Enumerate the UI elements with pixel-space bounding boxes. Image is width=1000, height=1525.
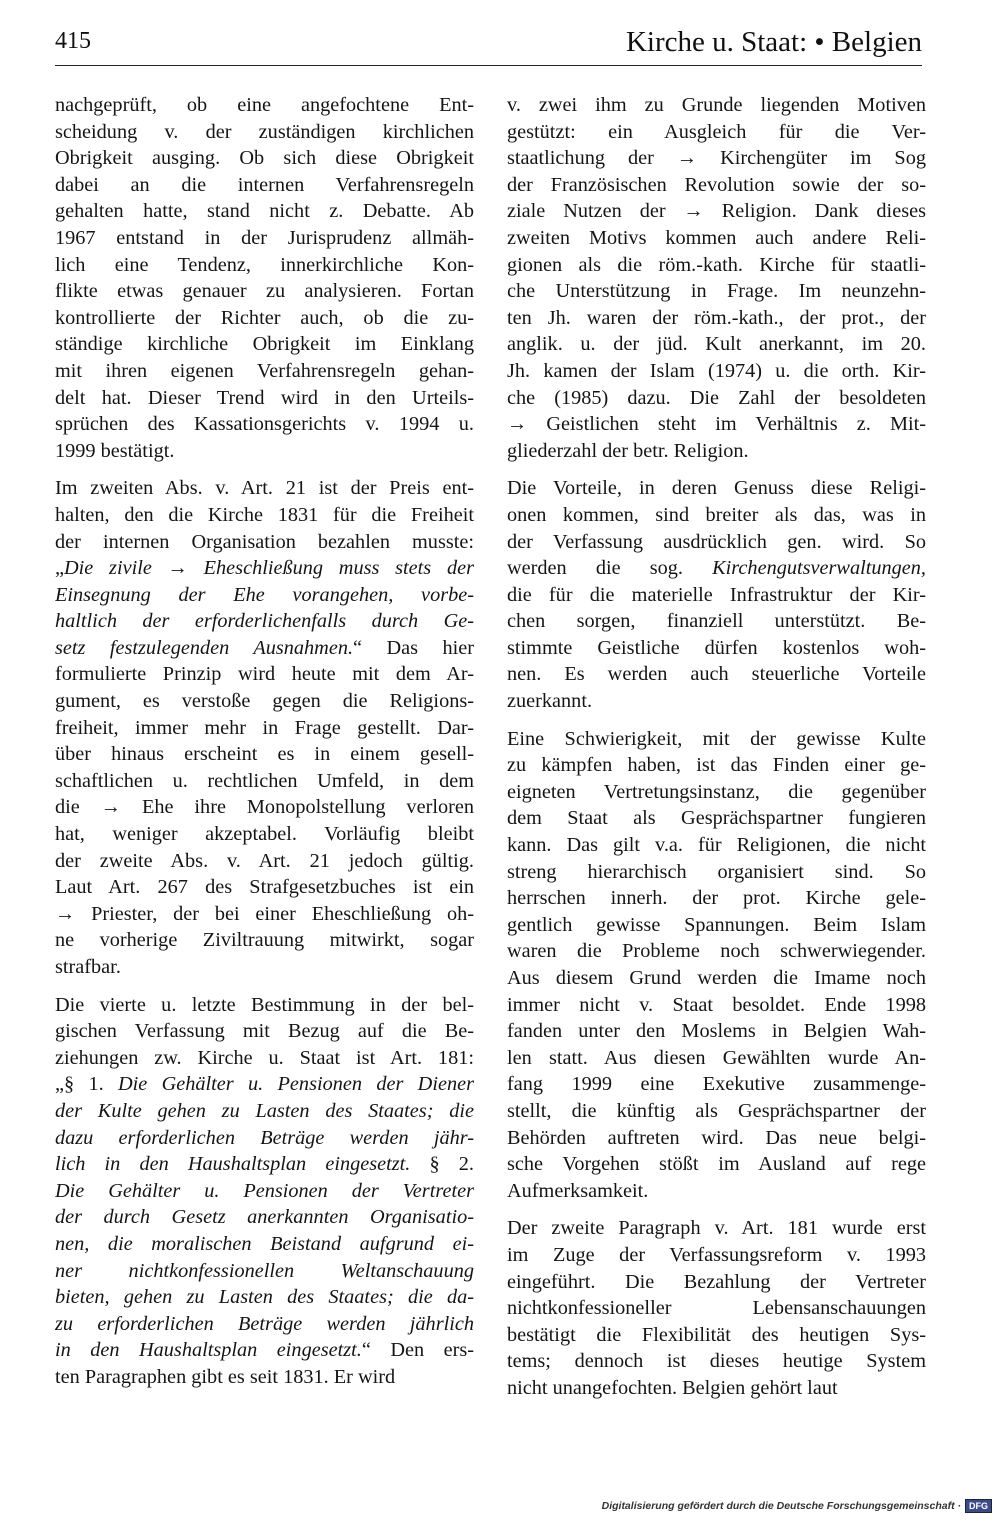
text-line: Behörden auftreten wird. Das neue belgi- [507, 1126, 926, 1149]
text-line: lich in den Haushaltsplan eingesetzt. § 2. [55, 1153, 474, 1176]
text-line: herrschen innerh. der prot. Kirche gele- [507, 887, 926, 910]
text-line: mit ihren eigenen Verfahrensregeln gehan- [55, 359, 474, 382]
text-line: „Die zivile → Eheschließung muss stets der [55, 557, 474, 580]
text-line: ziehungen zw. Kirche u. Staat ist Art. 181: [55, 1046, 474, 1069]
text-line: fanden unter den Moslems in Belgien Wah- [507, 1020, 926, 1043]
running-head: Kirche u. Staat: • Belgien [625, 26, 922, 58]
text-line: flikte etwas genauer zu analysieren. Fortan [55, 280, 474, 303]
text-line: zu kämpfen haben, ist das Finden einer ge- [507, 754, 926, 777]
text-line: 1999 bestätigt. [55, 439, 175, 462]
text-line: waren die Probleme noch schwerwiegender. [507, 940, 926, 963]
text-line: nachgeprüft, ob eine angefochtene Ent- [55, 94, 474, 116]
text-line: bieten, gehen zu Lasten des Staates; die da- [55, 1286, 474, 1309]
text-line: chen sorgen, finanziell unterstützt. Be- [507, 610, 926, 633]
text-line: gument, es verstoße gegen die Religions- [55, 690, 474, 713]
text-line: halten, den die Kirche 1831 für die Freiheit [55, 503, 474, 526]
text-line: kontrollierte der Richter auch, ob die zu- [55, 306, 474, 329]
text-line: → Priester, der bei einer Eheschließung oh- [55, 902, 474, 925]
text-line: eigneten Vertretungsinstanz, die gegenüber [507, 780, 926, 803]
text-line: ne vorherige Ziviltrauung mitwirkt, sogar [55, 929, 474, 952]
paragraph-gap [55, 981, 474, 992]
text-line: fang 1999 eine Exekutive zusammenge- [507, 1073, 926, 1096]
text-line: Obrigkeit ausging. Ob sich diese Obrigkeit [55, 147, 474, 170]
text-line: zu erforderlichen Beträge werden jährlich [55, 1312, 474, 1335]
text-line: nen, die moralischen Beistand aufgrund ei- [55, 1232, 474, 1255]
text-line: gliederzahl der betr. Religion. [507, 439, 749, 462]
text-line: streng hierarchisch organisiert sind. So [507, 860, 926, 883]
text-line: ner nichtkonfessionellen Weltanschauung [55, 1259, 474, 1282]
right-column [507, 92, 926, 1402]
text-line: freiheit, immer mehr in Frage gestellt. Dar- [55, 716, 474, 739]
text-line: kann. Das gilt v.a. für Religionen, die nicht [507, 834, 926, 857]
text-line: über hinaus erscheint es in einem gesell- [55, 743, 474, 766]
text-line: ständige kirchliche Obrigkeit im Einklang [55, 333, 474, 356]
text-line: gestützt: ein Ausgleich für die Ver- [507, 120, 926, 143]
text-line: lich eine Tendenz, innerkirchliche Kon- [55, 253, 474, 276]
text-line: dem Staat als Gesprächspartner fungieren [507, 807, 926, 830]
text-line: haltlich der erforderlichenfalls durch Ge- [55, 610, 474, 633]
text-line: eingeführt. Die Bezahlung der Vertreter [507, 1270, 926, 1293]
text-line: scheidung v. der zuständigen kirchlichen [55, 120, 474, 143]
text-line: schaftlichen u. rechtlichen Umfeld, in dem [55, 769, 474, 792]
text-line: che Unterstützung in Frage. Im neunzehn- [507, 280, 926, 303]
text-line: anglik. u. der jüd. Kult anerkannt, im 20. [507, 333, 926, 356]
text-line: der Französischen Revolution sowie der so- [507, 173, 926, 196]
text-line: Die Gehälter u. Pensionen der Vertreter [55, 1179, 474, 1202]
text-line: nichtkonfessioneller Lebensanschauungen [507, 1297, 926, 1320]
text-line: sprüchen des Kassationsgerichts v. 1994 u. [55, 413, 474, 436]
text-line: zuerkannt. [507, 690, 593, 713]
text-line: Einsegnung der Ehe vorangehen, vorbe- [55, 583, 474, 606]
text-line: len statt. Aus diesen Gewählten wurde An- [507, 1046, 926, 1069]
text-line: stellt, die künftig als Gesprächspartner der [507, 1099, 926, 1122]
text-line: der zweite Abs. v. Art. 21 jedoch gültig. [55, 849, 474, 872]
text-line: dabei an die internen Verfahrensregeln [55, 173, 474, 196]
paragraph-gap [507, 715, 926, 726]
text-line: ziale Nutzen der → Religion. Dank dieses [507, 200, 926, 223]
text-line: delt hat. Dieser Trend wird in den Urteils- [55, 386, 474, 409]
text-line: staatlichung der → Kirchengüter im Sog [507, 147, 926, 170]
text-line: ten Jh. waren der röm.-kath., der prot., der [507, 306, 926, 329]
text-line: dazu erforderlichen Beträge werden jähr- [55, 1126, 474, 1149]
paragraph-gap [507, 1204, 926, 1215]
text-line: gentlich gewisse Spannungen. Beim Islam [507, 913, 926, 936]
paragraph-gap [55, 464, 474, 475]
text-line: Die vierte u. letzte Bestimmung in der bel- [55, 993, 474, 1016]
text-line: nicht unangefochten. Belgien gehört laut [507, 1376, 838, 1399]
paragraph-gap [507, 464, 926, 475]
digitization-footer [602, 1499, 992, 1513]
page-number: 415 [55, 28, 91, 54]
text-line: „§ 1. Die Gehälter u. Pensionen der Diener [55, 1073, 474, 1096]
footer-text: Digitalisierung gefördert durch die Deutsche Forschungsgemeinschaft · [601, 1500, 961, 1512]
text-line: 1967 entstand in der Jurisprudenz allmäh- [55, 226, 474, 249]
text-line: stimmte Geistliche dürfen kostenlos woh- [507, 636, 926, 659]
text-line: zweiten Motivs kommen auch andere Reli- [507, 226, 926, 249]
text-line: onen kommen, sind breiter als das, was in [507, 503, 926, 526]
text-line: in den Haushaltsplan eingesetzt.“ Den ers- [55, 1339, 474, 1362]
text-line: sche Vorgehen stößt im Ausland auf rege [507, 1153, 926, 1176]
text-line: im Zuge der Verfassungsreform v. 1993 [507, 1243, 926, 1266]
dfg-logo-icon: DFG [965, 1499, 992, 1513]
text-line: die für die materielle Infrastruktur der Kir- [507, 583, 926, 606]
text-line: strafbar. [55, 956, 121, 978]
text-line: Aufmerksamkeit. [507, 1179, 649, 1202]
text-line: formulierte Prinzip wird heute mit dem Ar- [55, 663, 474, 686]
text-line: gionen als die röm.-kath. Kirche für staatli- [507, 253, 926, 276]
text-line: gischen Verfassung mit Bezug auf die Be- [55, 1020, 474, 1043]
text-line: Die Vorteile, in deren Genuss diese Religi- [507, 477, 926, 500]
text-line: Im zweiten Abs. v. Art. 21 ist der Preis ent- [55, 477, 474, 500]
text-line: der internen Organisation bezahlen musste: [55, 530, 474, 553]
text-line: nen. Es werden auch steuerliche Vorteile [507, 663, 926, 686]
left-column [55, 92, 474, 1391]
header-rule [55, 65, 922, 66]
text-line: der Kulte gehen zu Lasten des Staates; die [55, 1099, 474, 1122]
text-line: Aus diesem Grund werden die Imame noch [507, 967, 926, 989]
text-line: ten Paragraphen gibt es seit 1831. Er wird [55, 1365, 396, 1388]
text-line: che (1985) dazu. Die Zahl der besoldeten [507, 386, 926, 409]
text-line: → Geistlichen steht im Verhältnis z. Mit- [507, 413, 926, 436]
text-line: der Verfassung ausdrücklich gen. wird. So [507, 530, 926, 553]
text-line: Jh. kamen der Islam (1974) u. die orth. Kir- [507, 359, 926, 382]
text-line: Laut Art. 267 des Strafgesetzbuches ist ein [55, 876, 474, 899]
text-line: tems; dennoch ist dieses heutige System [507, 1350, 926, 1373]
text-line: gehalten hatte, stand nicht z. Debatte. Ab [55, 200, 474, 223]
text-line: werden die sog. Kirchengutsverwaltungen, [507, 557, 926, 580]
text-line: immer nicht v. Staat besoldet. Ende 1998 [507, 993, 926, 1016]
text-line: hat, weniger akzeptabel. Vorläufig bleibt [55, 823, 474, 846]
text-line: bestätigt die Flexibilität des heutigen Sys- [507, 1323, 926, 1346]
text-line: setz festzulegenden Ausnahmen.“ Das hier [55, 636, 474, 659]
text-line: die → Ehe ihre Monopolstellung verloren [55, 796, 474, 819]
text-line: v. zwei ihm zu Grunde liegenden Motiven [507, 94, 926, 116]
text-line: Eine Schwierigkeit, mit der gewisse Kulte [507, 727, 926, 750]
text-line: Der zweite Paragraph v. Art. 181 wurde erst [507, 1217, 926, 1240]
text-line: der durch Gesetz anerkannten Organisatio- [55, 1206, 474, 1229]
